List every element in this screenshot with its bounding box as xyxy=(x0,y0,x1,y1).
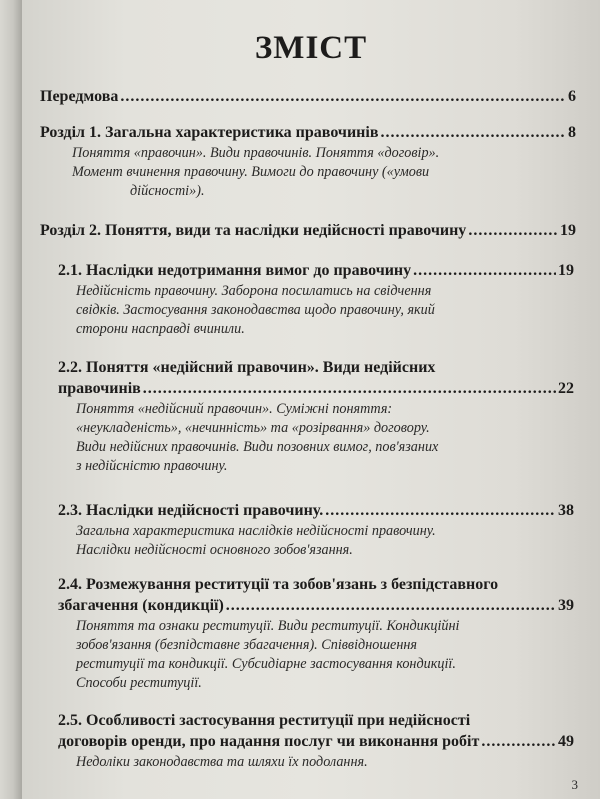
leader-dots xyxy=(325,502,556,520)
toc-entry-2-1 xyxy=(58,262,574,339)
toc-entry-description: Види недійсних правочинів. Види позовних вимог, пов'язаних xyxy=(76,439,439,455)
leader-dots xyxy=(468,222,558,240)
leader-dots xyxy=(481,733,556,751)
toc-entry-page: 6 xyxy=(568,88,576,105)
toc-entry-label: збагачення (кондикції) xyxy=(58,597,224,614)
toc-entry-page: 38 xyxy=(558,502,574,519)
toc-entry-page: 19 xyxy=(560,222,576,239)
leader-dots xyxy=(226,597,556,615)
toc-entry-description: зобов'язання (безпідставне збагачення). Співвідношення xyxy=(76,637,418,653)
toc-entry-page: 49 xyxy=(558,733,574,750)
toc-entry-page: 22 xyxy=(558,380,574,397)
left-page-edge xyxy=(0,0,22,799)
toc-entry-description: сторони насправді вчинили. xyxy=(76,321,245,337)
toc-entry-description: Поняття «правочин». Види правочинів. Поняття «договір». xyxy=(72,145,440,161)
leader-dots xyxy=(413,262,556,280)
toc-entry-2-4 xyxy=(58,576,574,693)
leader-dots xyxy=(143,380,556,398)
leader-dots xyxy=(380,124,566,142)
toc-entry-label: договорів оренди, про надання послуг чи виконання робіт xyxy=(58,733,480,750)
toc-entry-label: Розділ 2. Поняття, види та наслідки недійсності правочину xyxy=(40,222,467,239)
toc-entry-description: Загальна характеристика наслідків недійсності правочину. xyxy=(76,523,436,539)
toc-page xyxy=(22,0,600,799)
toc-entry-description: Способи реституції. xyxy=(76,675,202,691)
toc-entry-2-5 xyxy=(58,712,574,772)
toc-entry-page: 8 xyxy=(568,124,576,141)
toc-entry-page: 19 xyxy=(558,262,574,279)
toc-entry-description: Поняття та ознаки реституції. Види реституції. Кондикційні xyxy=(76,618,460,634)
toc-entry-2-2 xyxy=(58,359,574,476)
toc-entry-2-3 xyxy=(58,502,574,560)
toc-entry-description: Недійсність правочину. Заборона посилатись на свідчення xyxy=(76,283,432,299)
toc-entry-label: Розділ 1. Загальна характеристика правочинів xyxy=(40,124,379,141)
toc-entry-chapter-1 xyxy=(40,124,576,201)
toc-entry-description: Наслідки недійсності основного зобов'язання. xyxy=(76,542,353,558)
toc-entry-description: реституції та кондикції. Субсидіарне застосування кондикції. xyxy=(76,656,456,672)
toc-entry-description: Недоліки законодавства та шляхи їх подолання. xyxy=(76,754,368,770)
toc-entry-preface xyxy=(40,88,576,106)
toc-entry-label-line1: 2.2. Поняття «недійсний правочин». Види недійсних xyxy=(58,359,436,376)
toc-entry-description: «неукладеність», «нечинність» та «розірвання» договору. xyxy=(76,420,430,436)
toc-entry-label: 2.1. Наслідки недотримання вимог до правочину xyxy=(58,262,412,279)
toc-entry-label: 2.3. Наслідки недійсності правочину. xyxy=(58,502,324,519)
page-number: 3 xyxy=(571,777,578,792)
toc-entry-description: дійсності»). xyxy=(130,183,205,199)
toc-entry-label-line1: 2.4. Розмежування реституції та зобов'язань з безпідставного xyxy=(58,576,499,593)
page-title: ЗМІСТ xyxy=(254,30,368,66)
toc-entry-label: Передмова xyxy=(40,88,119,105)
toc-entry-description: свідків. Застосування законодавства щодо правочину, який xyxy=(76,302,435,318)
toc-entry-page: 39 xyxy=(558,597,574,614)
toc-entry-description: Момент вчинення правочину. Вимоги до правочину («умови xyxy=(72,164,430,180)
toc-entry-label-line1: 2.5. Особливості застосування реституції при недійсності xyxy=(58,712,471,729)
toc-entry-description: Поняття «недійсний правочин». Суміжні поняття: xyxy=(76,401,393,417)
leader-dots xyxy=(120,88,566,106)
toc-entry-label: правочинів xyxy=(58,380,141,397)
toc-entry-chapter-2 xyxy=(40,222,576,240)
toc-entry-description: з недійсністю правочину. xyxy=(76,458,228,474)
